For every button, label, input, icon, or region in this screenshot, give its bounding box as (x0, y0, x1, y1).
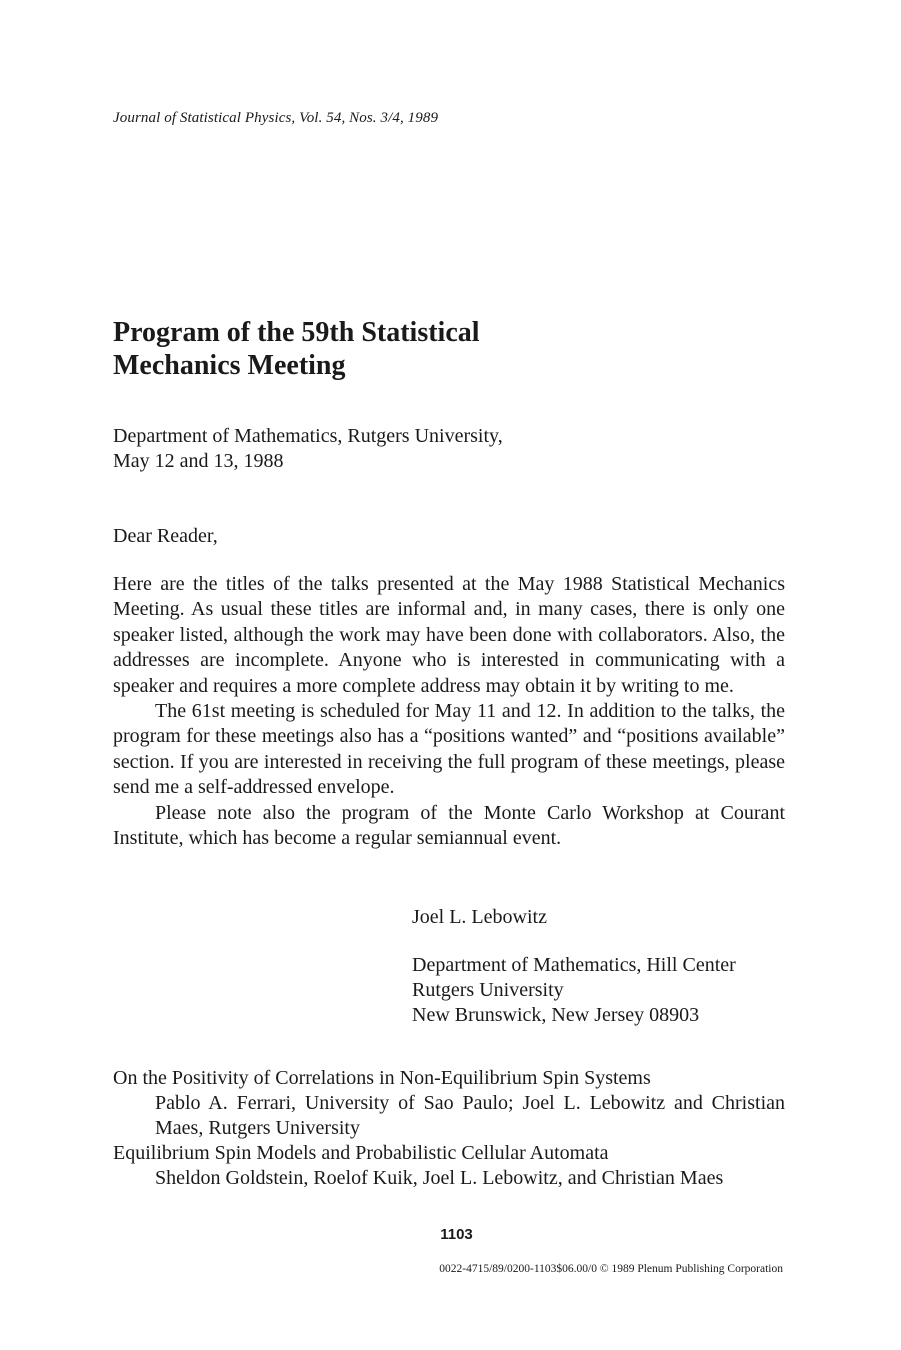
salutation: Dear Reader, (113, 525, 218, 547)
talk-list (113, 1066, 785, 1191)
article-title-line-1: Program of the 59th Statistical (113, 317, 480, 348)
letter-body (113, 572, 785, 851)
page-number: 1103 (440, 1226, 473, 1243)
talk-authors: Sheldon Goldstein, Roelof Kuik, Joel L. Lebowitz, and Christian Maes (155, 1167, 724, 1189)
article-title-line-2: Mechanics Meeting (113, 350, 346, 381)
address-line-1: Department of Mathematics, Hill Center (412, 954, 736, 976)
journal-reference: Journal of Statistical Physics, Vol. 54, Nos. 3/4, 1989 (113, 110, 439, 126)
talk-item (113, 1066, 785, 1141)
letter-paragraph-1: Here are the titles of the talks presented at the May 1988 Statistical Mechanics Meeting. As usual these titles are informal and, in many cases, there is only one speaker listed, although the work may have been done with collaborators. Also, the addresses are incomplete. Anyone who is interested in communicating with a speaker and requires a more complete address may obtain it by writing to me. (113, 573, 785, 697)
letter-paragraph-2: The 61st meeting is scheduled for May 11 and 12. In addition to the talks, the program for these meetings also has a “positions wanted” and “positions available” section. If you are interested in receiving the full program of these meetings, please send me a self-addressed envelope. (113, 700, 785, 799)
talk-item (113, 1141, 785, 1191)
talk-title: Equilibrium Spin Models and Probabilistic Cellular Automata (113, 1142, 609, 1164)
meeting-location: Department of Mathematics, Rutgers University, (113, 425, 503, 447)
address-line-3: New Brunswick, New Jersey 08903 (412, 1004, 700, 1026)
meeting-dates: May 12 and 13, 1988 (113, 450, 284, 472)
talk-authors: Pablo A. Ferrari, University of Sao Paulo; Joel L. Lebowitz and Christian Maes, Rutgers University (155, 1092, 785, 1139)
copyright-line: 0022-4715/89/0200-1103$06.00/0 © 1989 Plenum Publishing Corporation (439, 1263, 783, 1275)
letter-paragraph-3: Please note also the program of the Monte Carlo Workshop at Courant Institute, which has become a regular semiannual event. (113, 801, 785, 850)
address-line-2: Rutgers University (412, 979, 564, 1001)
sender-address (412, 953, 736, 1028)
signature: Joel L. Lebowitz (412, 906, 547, 928)
talk-title: On the Positivity of Correlations in Non-Equilibrium Spin Systems (113, 1067, 651, 1089)
article-title (113, 316, 673, 382)
meeting-info (113, 424, 503, 474)
